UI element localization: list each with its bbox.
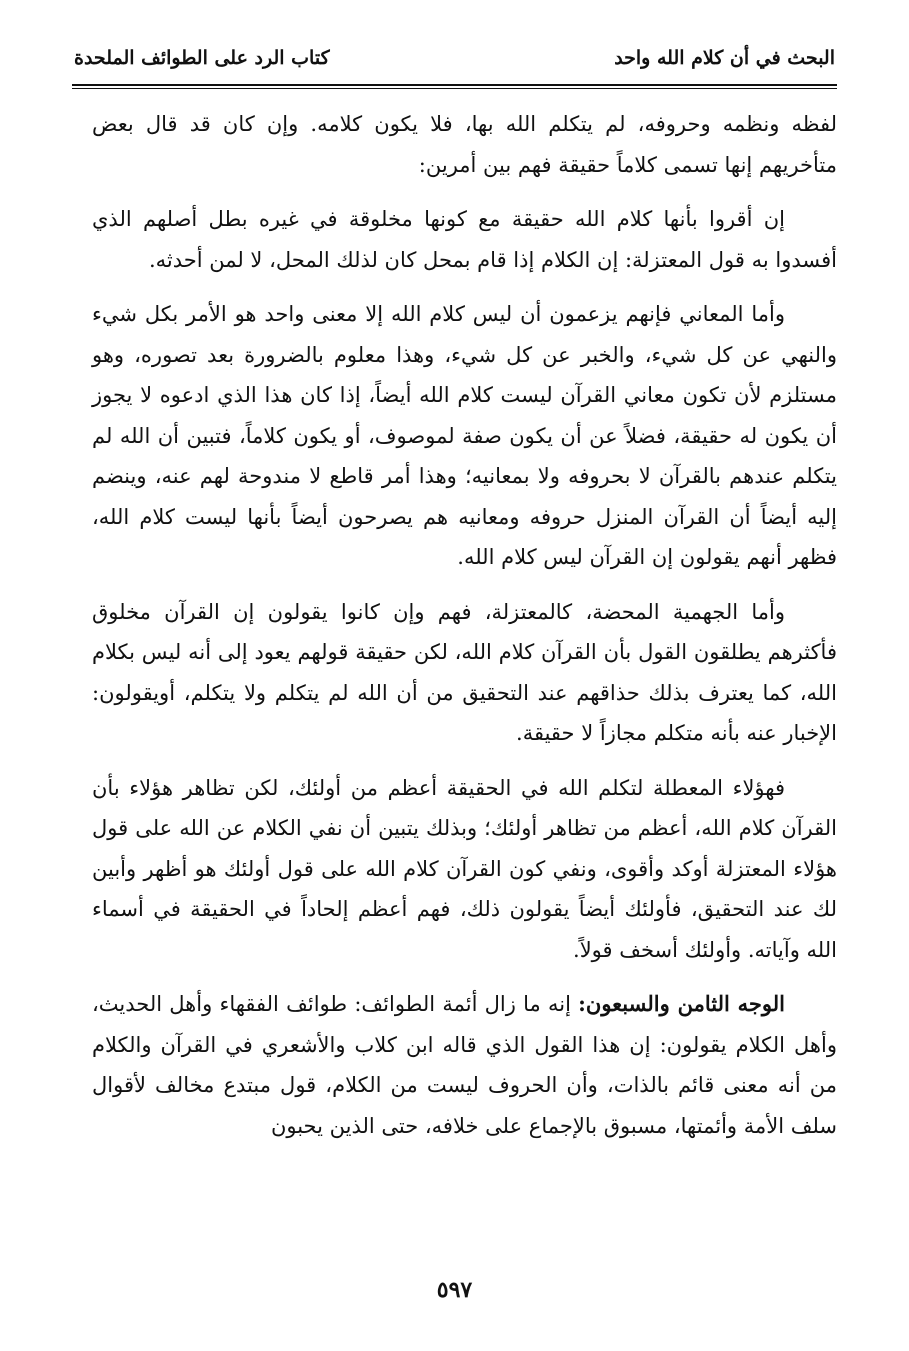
body-text [92,104,837,1160]
paragraph: لفظه ونظمه وحروفه، لم يتكلم الله بها، فلا يكون كلامه. وإن كان قد قال بعض متأخريهم إنها تسمى كلاماً حقيقة فهم بين أمرين: [92,112,838,177]
section-heading: الوجه الثامن والسبعون: [578,991,786,1016]
header-rule-thin [72,88,837,89]
page-number: ٥٩٧ [436,1277,473,1303]
paragraph-text: إنه ما زال أئمة الطوائف: طوائف الفقهاء وأهل الحديث، وأهل الكلام يقولون: إن هذا القول الذي قاله ابن كلاب والأشعري في القرآن والكلام من أنه معنى قائم بالذات، وأن الحروف ليست من الكلام، قول مبتدع مخالف لأقوال سلف الأمة وأئمتها، مسبوق بالإجماع على خلافه، حتى الذين يحبون [92,992,837,1138]
paragraph: وأما المعاني فإنهم يزعمون أن ليس كلام الله إلا معنى واحد هو الأمر بكل شيء والنهي عن كل شيء، والخبر عن كل شيء، وهذا معلوم بالضرورة بعد تصوره، وهو مستلزم لأن تكون معاني القرآن ليست كلام الله أيضاً، إذا كان هذا الذي ادعوه لا يجوز أن يكون له حقيقة، فضلاً عن أن يكون صفة لموصوف، أو يكون كلاماً، فتبين أن الله لم يتكلم عندهم بالقرآن لا بحروفه ولا بمعانيه؛ وهذا أمر قاطع لا مندوحة لهم عنه، وينضم إليه أيضاً أن القرآن المنزل حروفه ومعانيه هم يصرحون أيضاً بأنها ليست كلام الله، فظهر أنهم يقولون إن القرآن ليس كلام الله. [92,302,837,569]
paragraph: وأما الجهمية المحضة، كالمعتزلة، فهم وإن كانوا يقولون إن القرآن مخلوق فأكثرهم يطلقون القول بأن القرآن كلام الله، لكن حقيقة قولهم يعود إلى أنه ليس بكلام الله، كما يعترف بذلك حذاقهم عند التحقيق من أن الله لم يتكلم ولا يتكلم، أويقولون: الإخبار عنه بأنه متكلم مجازاً لا حقيقة. [92,599,837,745]
header-book-title: كتاب الرد على الطوائف الملحدة [74,47,330,69]
header-section-title: البحث في أن كلام الله واحد [614,47,835,69]
header-rule [72,84,837,86]
paragraph [92,984,837,1146]
running-header [74,40,835,76]
paragraph: إن أقروا بأنها كلام الله حقيقة مع كونها مخلوقة في غيره بطل أصلهم الذي أفسدوا به قول المعتزلة: إن الكلام إذا قام بمحل كان لذلك المحل، لا لمن أحدثه. [92,207,837,272]
paragraph: فهؤلاء المعطلة لتكلم الله في الحقيقة أعظم من أولئك، لكن تظاهر هؤلاء بأن القرآن كلام الله، أعظم من تظاهر أولئك؛ وبذلك يتبين أن نفي الكلام عن الله على قول هؤلاء المعتزلة أوكد وأقوى، ونفي كون القرآن كلام الله على قول أولئك هو أظهر وأبين لك عند التحقيق، فأولئك أيضاً يقولون ذلك، فهم أعظم إلحاداً في الحقيقة في أسماء الله وآياته. وأولئك أسخف قولاً. [92,775,837,962]
